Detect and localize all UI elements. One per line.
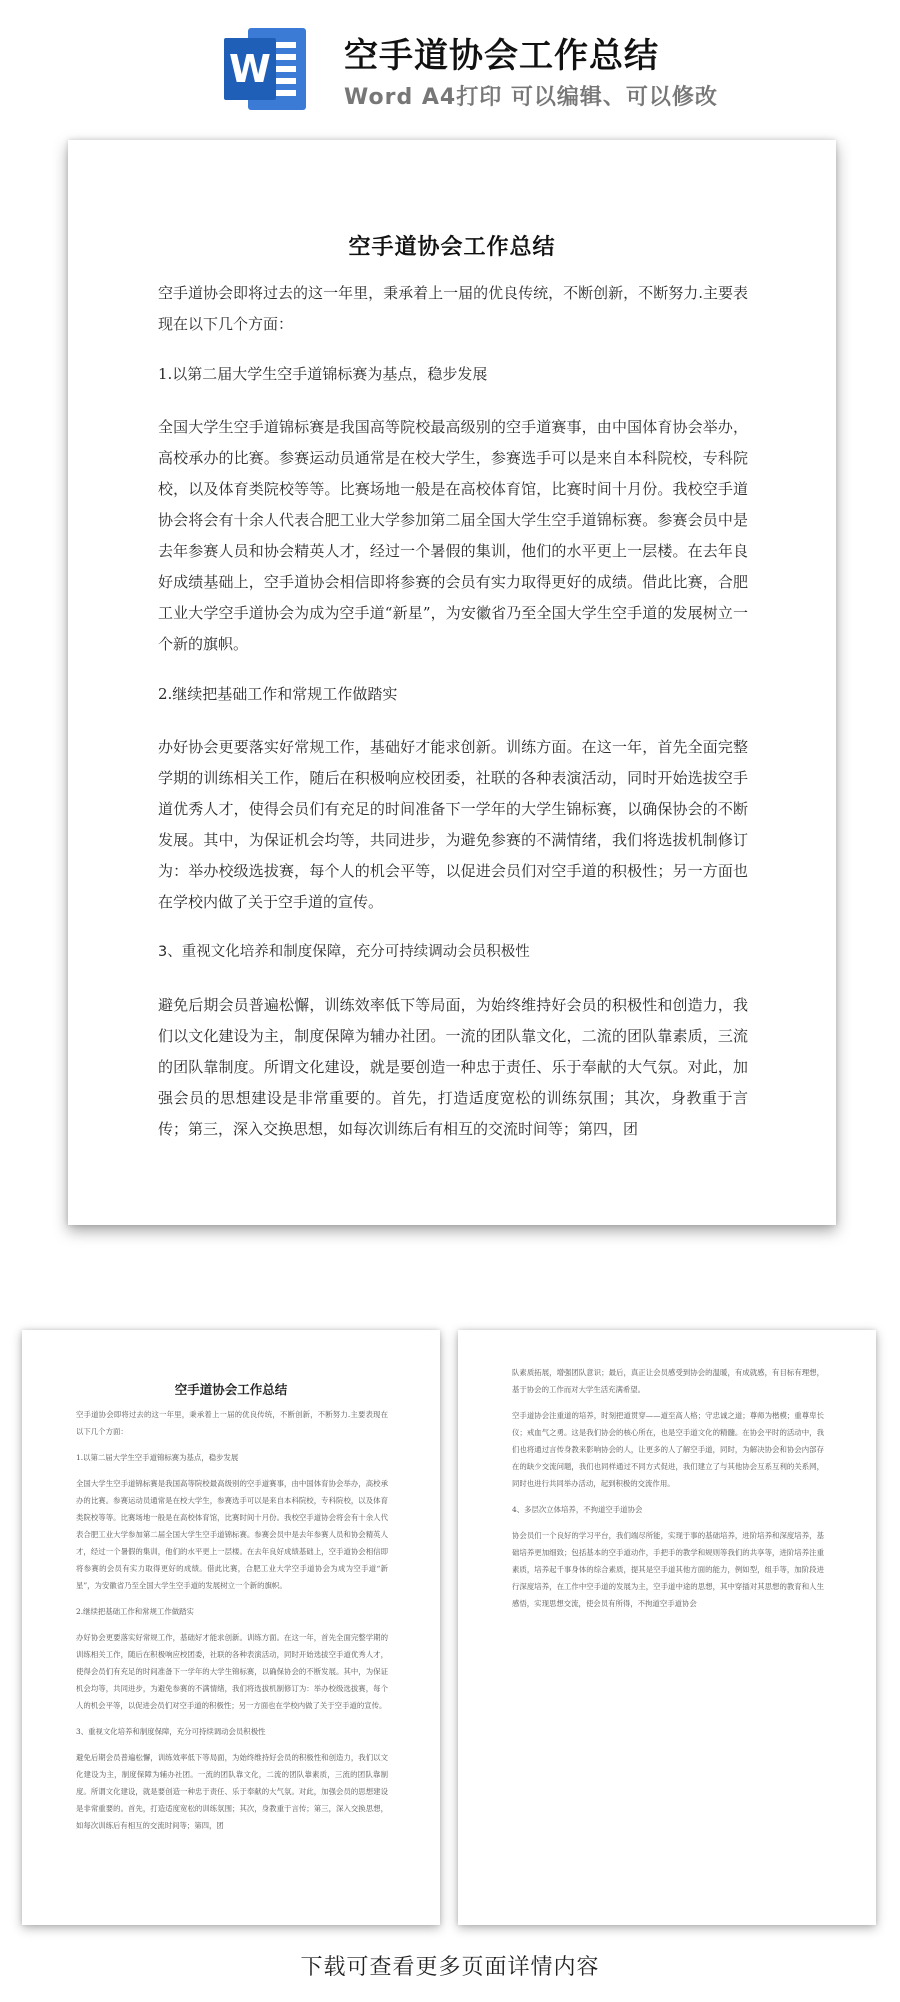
page-thumbnail-1[interactable] bbox=[22, 1330, 440, 1925]
section-heading-3: 3、重视文化培养和制度保障，充分可持续调动会员积极性 bbox=[158, 944, 530, 960]
word-icon-letter: W bbox=[224, 38, 276, 100]
section-paragraph-3: 避免后期会员普遍松懈，训练效率低下等局面，为始终维持好会员的积极性和创造力，我们以文化建设为主，制度保障为辅办社团。一流的团队靠文化，二流的团队靠素质，三流的团队靠制度。所谓文化建设，就是要创造一种忠于责任、乐于奉献的大气氛。对此，加强会员的思想建设是非常重要的。首先，打造适度宽松的训练氛围；其次，身教重于言传；第三，深入交换思想，如每次训练后有相互的交流时间等；第四，团 bbox=[158, 996, 748, 1138]
document-title: 空手道协会工作总结 bbox=[348, 234, 556, 260]
thumbnail-paragraph: 4、多层次立体培养，不拘道空手道协会 bbox=[512, 1505, 643, 1514]
thumbnail-paragraph: 协会员们一个良好的学习平台，我们端尽所能，实现于事的基础培养，进阶培养和深度培养，基础培养更加细致；包括基本的空手道动作，手把手的教学和规则等我们的共享等，进阶培养注重素质，培养起千事身体的综合素质，提其是空手道其他方面的能力，例如型，组手等，加阶段进行深度培养，在工作中空手道的发展为主，空手道中途的思想，其中穿插对其思想的教育和人生感悟，实现思想交流，使会员有所得，不拘道空手道协会 bbox=[512, 1531, 824, 1608]
thumbnail-paragraph: 避免后期会员普遍松懈，训练效率低下等局面，为始终维持好会员的积极性和创造力，我们以文化建设为主，制度保障为辅办社团。一流的团队靠文化，二流的团队靠素质，三流的团队靠制度。所谓文化建设，就是要创造一种忠于责任、乐于奉献的大气氛。对此，加强会员的思想建设是非常重要的。首先，打造适度宽松的训练氛围；其次，身教重于言传；第三，深入交换思想，如每次训练后有相互的交流时间等；第四，团 bbox=[76, 1753, 388, 1830]
header-banner bbox=[0, 0, 900, 118]
thumbnail-paragraph: 3、重视文化培养和制度保障，充分可持续调动会员积极性 bbox=[76, 1727, 266, 1736]
thumbnail-title: 空手道协会工作总结 bbox=[174, 1382, 288, 1397]
thumbnail-paragraph: 空手道协会注重道的培养，时刻把道贯穿——道至高人格；守忠诚之道；尊师为楷模；重尊卑长仪；戒血气之勇。这是我们协会的核心所在，也是空手道文化的精髓。在协会平时的活动中，我们也将通过言传身教来影响协会的人，让更多的人了解空手道，同时，为解决协会和协会内部存在的缺少交流问题，我们也同样通过不同方式促进，我们建立了与其他协会互系互利的关系网，同时也进行共同举办活动，起到积极的交流作用。 bbox=[512, 1411, 824, 1488]
section-heading-2: 2.继续把基础工作和常规工作做踏实 bbox=[158, 685, 398, 703]
thumbnail-paragraph: 空手道协会即将过去的这一年里，秉承着上一届的优良传统，不断创新，不断努力.主要表现在以下几个方面： bbox=[76, 1410, 388, 1436]
download-more-caption: 下载可查看更多页面详情内容 bbox=[300, 1955, 600, 1980]
section-paragraph-1: 全国大学生空手道锦标赛是我国高等院校最高级别的空手道赛事，由中国体育协会举办，高校承办的比赛。参赛运动员通常是在校大学生，参赛选手可以是来自本科院校，专科院校，以及体育类院校等等。比赛场地一般是在高校体育馆，比赛时间十月份。我校空手道协会将会有十余人代表合肥工业大学参加第二届全国大学生空手道锦标赛。参赛会员中是去年参赛人员和协会精英人才，经过一个暑假的集训，他们的水平更上一层楼。在去年良好成绩基础上，空手道协会相信即将参赛的会员有实力取得更好的成绩。借此比赛，合肥工业大学空手道协会为成为空手道“新星”，为安徽省乃至全国大学生空手道的发展树立一个新的旗帜。 bbox=[158, 418, 748, 653]
thumbnail-paragraph: 2.继续把基础工作和常规工作做踏实 bbox=[76, 1607, 194, 1616]
word-document-icon bbox=[224, 28, 308, 110]
intro-paragraph: 空手道协会即将过去的这一年里，秉承着上一届的优良传统，不断创新，不断努力.主要表现在以下几个方面： bbox=[158, 284, 748, 333]
header-subtitle: Word A4打印 可以编辑、可以修改 bbox=[344, 85, 718, 110]
thumbnail-body bbox=[76, 1406, 388, 1843]
thumbnail-paragraph: 队素质拓展，增强团队意识；最后，真正让会员感受到协会的温暖，有成就感，有目标有理想，基于协会的工作而对大学生活充满希望。 bbox=[512, 1368, 824, 1394]
document-page-preview bbox=[68, 140, 836, 1225]
thumbnail-body bbox=[512, 1364, 824, 1621]
document-body bbox=[158, 278, 748, 1164]
section-heading-1: 1.以第二届大学生空手道锦标赛为基点，稳步发展 bbox=[158, 365, 488, 383]
thumbnail-paragraph: 1.以第二届大学生空手道锦标赛为基点，稳步发展 bbox=[76, 1453, 239, 1462]
thumbnail-paragraph: 全国大学生空手道锦标赛是我国高等院校最高级别的空手道赛事，由中国体育协会举办，高校承办的比赛。参赛运动员通常是在校大学生，参赛选手可以是来自本科院校，专科院校，以及体育类院校等等。比赛场地一般是在高校体育馆，比赛时间十月份。我校空手道协会将会有十余人代表合肥工业大学参加第二届全国大学生空手道锦标赛。参赛会员中是去年参赛人员和协会精英人才，经过一个暑假的集训，他们的水平更上一层楼。在去年良好成绩基础上，空手道协会相信即将参赛的会员有实力取得更好的成绩。借此比赛，合肥工业大学空手道协会为成为空手道“新星”，为安徽省乃至全国大学生空手道的发展树立一个新的旗帜。 bbox=[76, 1479, 388, 1590]
page-thumbnail-2[interactable] bbox=[458, 1330, 876, 1925]
section-paragraph-2: 办好协会更要落实好常规工作，基础好才能求创新。训练方面。在这一年，首先全面完整学期的训练相关工作，随后在积极响应校团委，社联的各种表演活动，同时开始选拔空手道优秀人才，使得会员们有充足的时间准备下一学年的大学生锦标赛，以确保协会的不断发展。其中，为保证机会均等，共同进步，为避免参赛的不满情绪，我们将选拔机制修订为：举办校级选拔赛，每个人的机会平等，以促进会员们对空手道的积极性；另一方面也在学校内做了关于空手道的宣传。 bbox=[158, 738, 748, 911]
thumbnail-paragraph: 办好协会更要落实好常规工作，基础好才能求创新。训练方面。在这一年，首先全面完整学期的训练相关工作，随后在积极响应校团委，社联的各种表演活动，同时开始选拔空手道优秀人才，使得会员们有充足的时间准备下一学年的大学生锦标赛，以确保协会的不断发展。其中，为保证机会均等，共同进步，为避免参赛的不满情绪，我们将选拔机制修订为：举办校级选拔赛，每个人的机会平等，以促进会员们对空手道的积极性；另一方面也在学校内做了关于空手道的宣传。 bbox=[76, 1633, 388, 1710]
header-title: 空手道协会工作总结 bbox=[344, 36, 659, 76]
